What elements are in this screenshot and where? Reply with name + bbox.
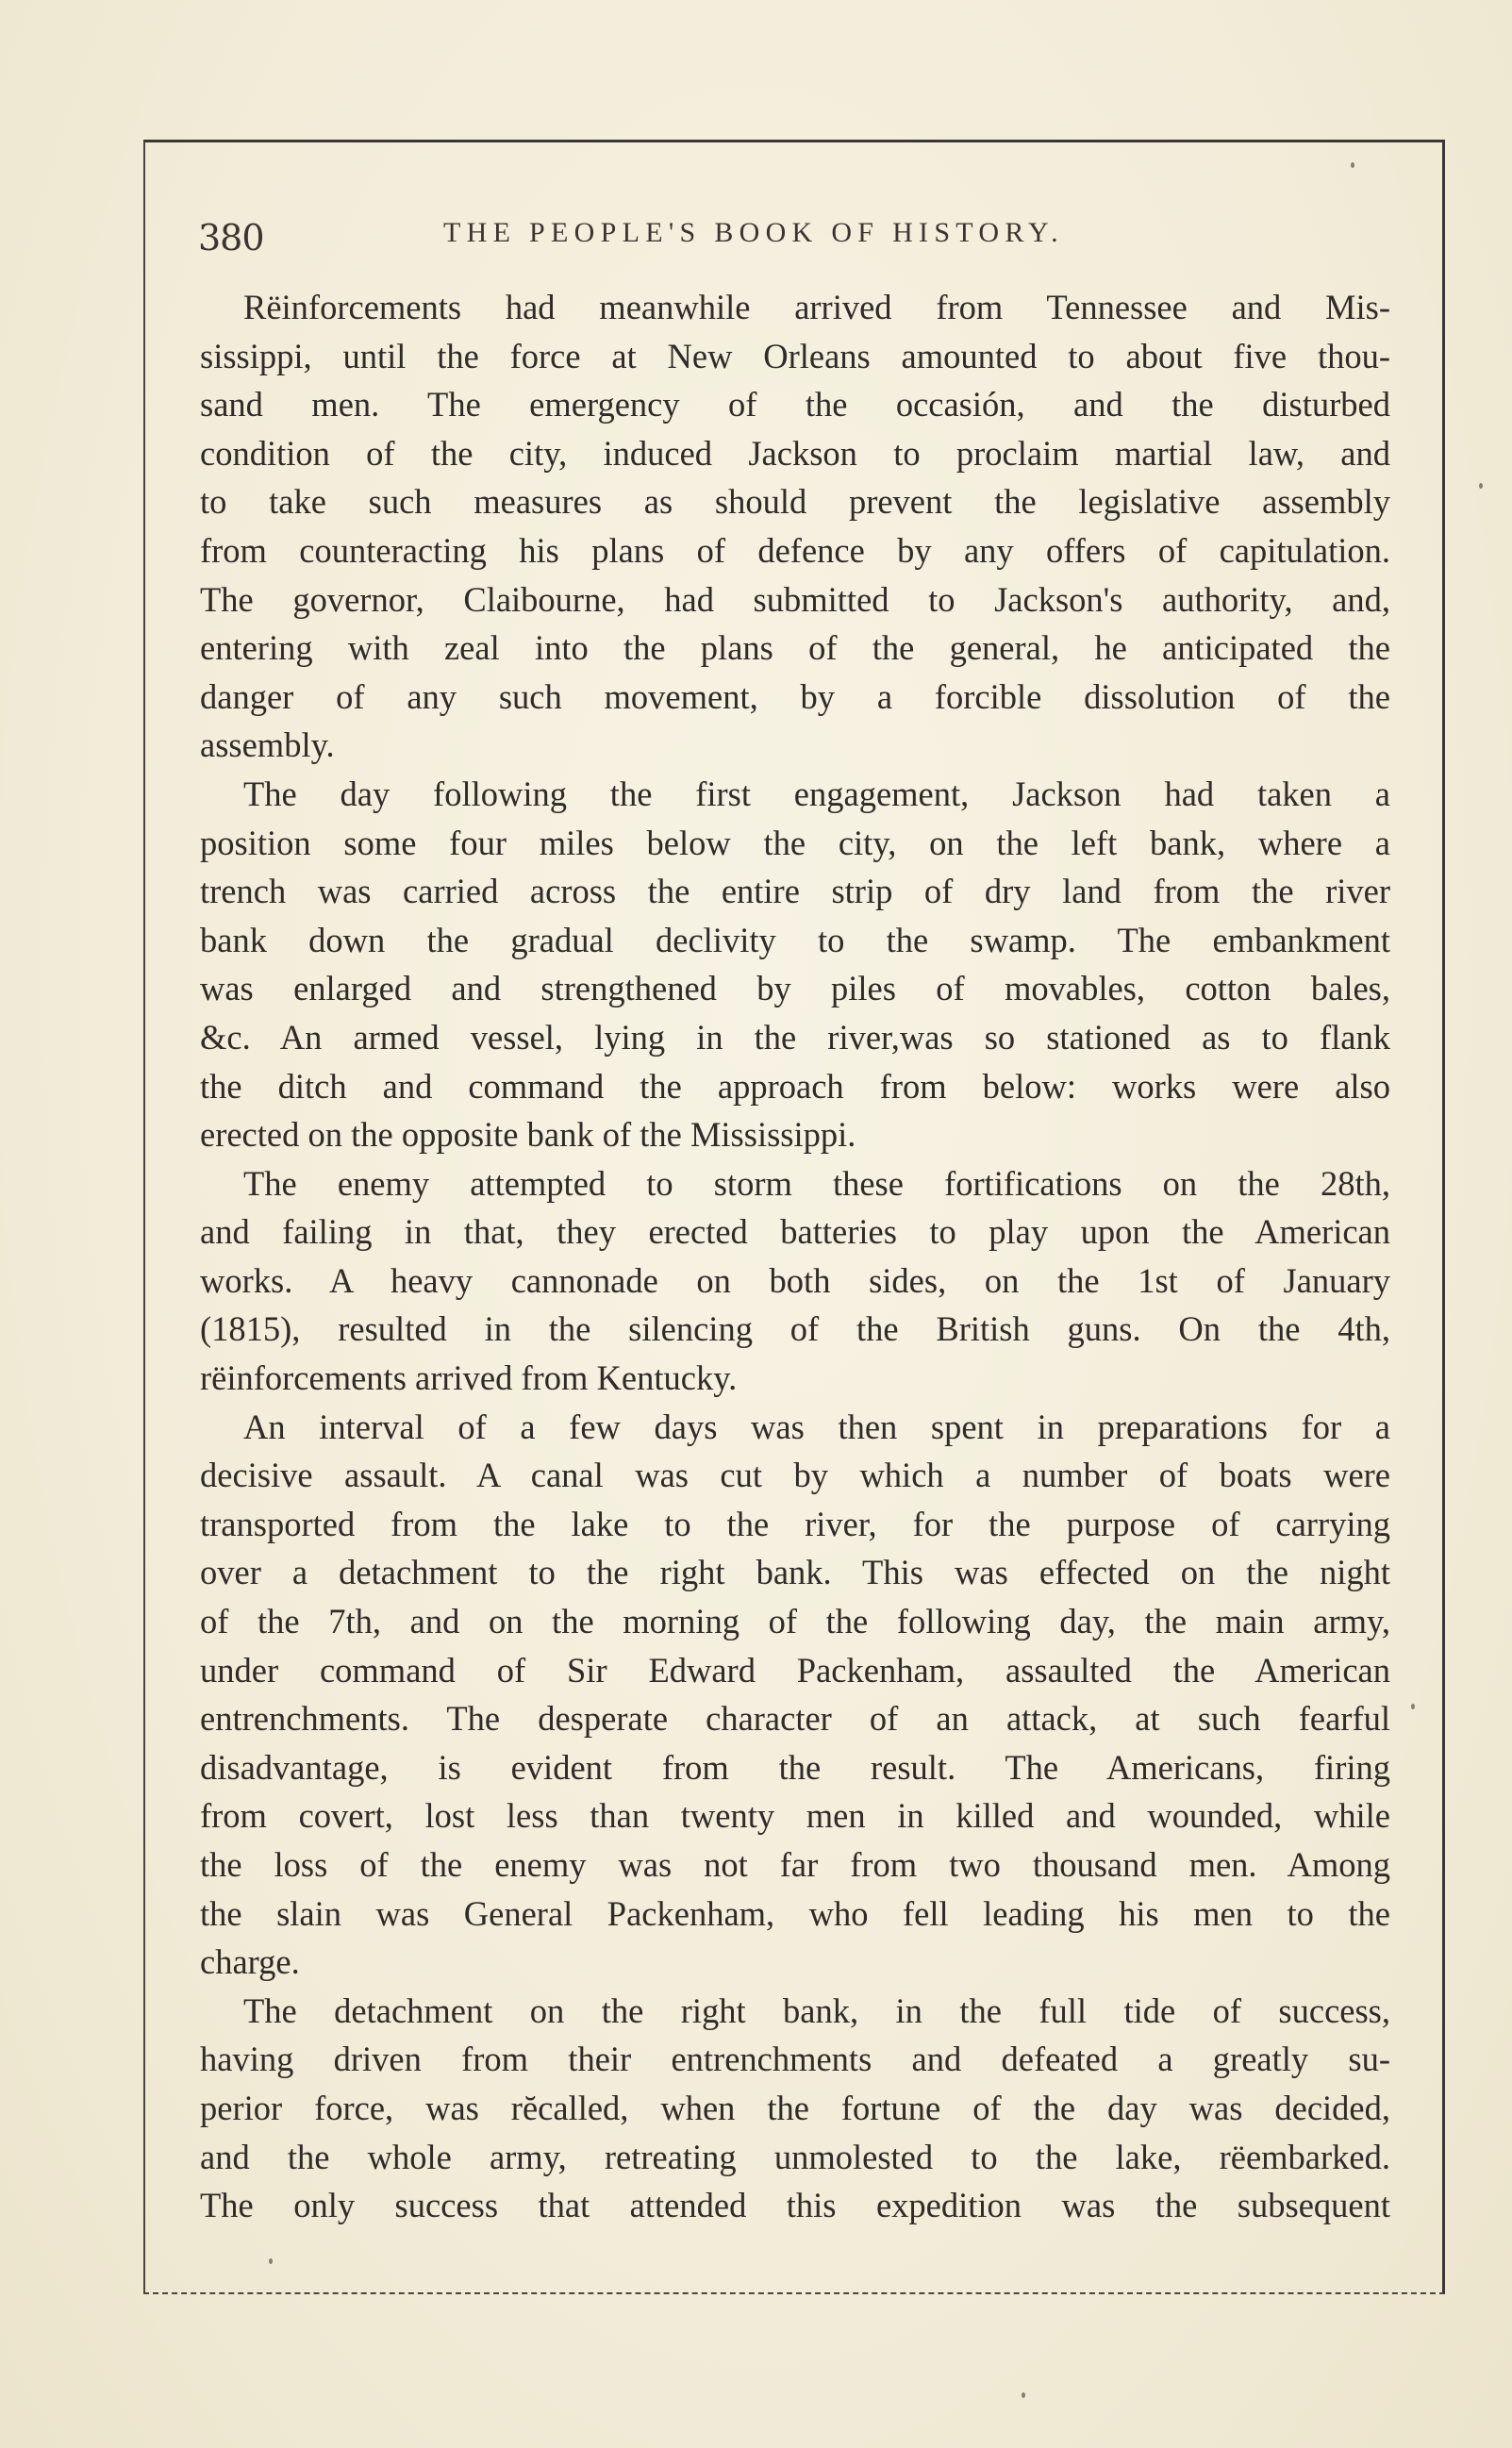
text-line: assembly. (200, 725, 335, 765)
text-line: from covert, lost less than twenty men in killed and wounded, while (200, 1796, 1390, 1836)
text-line: entrenchments. The desperate character of an attack, at such fearful (200, 1699, 1390, 1739)
text-line: disadvantage, is evident from the result. The Americans, firing (200, 1747, 1390, 1787)
text-line: over a detachment to the right bank. This was effected on the night (200, 1553, 1390, 1592)
paper-speck (1479, 483, 1483, 489)
text-line: The day following the first engagement, Jackson had taken a (243, 774, 1390, 813)
text-line: The governor, Claibourne, had submitted to Jackson's authority, and, (200, 579, 1390, 619)
text-line: condition of the city, induced Jackson to proclaim martial law, and (200, 433, 1390, 473)
text-line: An interval of a few days was then spent in preparations for a (243, 1407, 1390, 1446)
text-line: perior force, was rĕcalled, when the fortune of the day was decided, (200, 2088, 1390, 2127)
page-number: 380 (198, 217, 264, 258)
text-line: charge. (200, 1942, 300, 1982)
text-line: The enemy attempted to storm these fortifications on the 28th, (243, 1163, 1390, 1203)
body-text (200, 283, 1390, 2230)
paragraph (200, 1403, 1390, 1987)
text-line: &c. An armed vessel, lying in the river,was so stationed as to flank (200, 1017, 1390, 1057)
text-line: decisive assault. A canal was cut by which a number of boats were (200, 1456, 1390, 1495)
text-line: the ditch and command the approach from below: works were also (200, 1066, 1390, 1106)
text-line: from counteracting his plans of defence by any offers of capitulation. (200, 530, 1390, 570)
text-line: having driven from their entrenchments and defeated a greatly su- (200, 2040, 1390, 2079)
paper-speck (269, 2258, 273, 2264)
text-line: and the whole army, retreating unmolested to the lake, rëembarked. (200, 2137, 1390, 2176)
text-line: of the 7th, and on the morning of the following day, the main army, (200, 1602, 1390, 1641)
text-line: The detachment on the right bank, in the full tide of success, (243, 1990, 1390, 2030)
running-head (198, 209, 1387, 257)
paragraph (200, 770, 1390, 1159)
text-line: to take such measures as should prevent the legislative assembly (200, 482, 1390, 522)
text-line: sissippi, until the force at New Orleans amounted to about five thou- (200, 336, 1390, 375)
text-line: rëinforcements arrived from Kentucky. (200, 1358, 738, 1398)
text-line: the loss of the enemy was not far from two thousand men. Among (200, 1845, 1390, 1884)
text-line: Rëinforcements had meanwhile arrived from Tennessee and Mis- (243, 288, 1390, 326)
text-line: bank down the gradual declivity to the swamp. The embankment (200, 920, 1390, 959)
text-line: was enlarged and strengthened by piles of movables, cotton bales, (200, 969, 1390, 1008)
text-line: position some four miles below the city, on the left bank, where a (200, 823, 1390, 862)
text-line: erected on the opposite bank of the Mississippi. (200, 1115, 856, 1155)
text-line: danger of any such movement, by a forcible dissolution of the (200, 676, 1390, 716)
paper-speck (1022, 2392, 1025, 2398)
text-line: The only success that attended this expedition was the subsequent (200, 2186, 1390, 2225)
text-line: under command of Sir Edward Packenham, assaulted the American (200, 1650, 1390, 1690)
paragraph (200, 1987, 1390, 2230)
text-line: and failing in that, they erected batteries to play upon the American (200, 1212, 1390, 1252)
paragraph (200, 283, 1390, 770)
text-line: trench was carried across the entire strip of dry land from the river (200, 872, 1390, 911)
running-title: THE PEOPLE'S BOOK OF HISTORY. (443, 217, 1064, 248)
text-line: works. A heavy cannonade on both sides, on the 1st of January (200, 1260, 1390, 1300)
paragraph (200, 1159, 1390, 1403)
paper-speck (1351, 162, 1354, 168)
text-line: transported from the lake to the river, for the purpose of carrying (200, 1504, 1390, 1543)
text-line: entering with zeal into the plans of the general, he anticipated the (200, 628, 1390, 668)
paper-speck (1411, 1704, 1415, 1709)
text-line: the slain was General Packenham, who fell leading his men to the (200, 1893, 1390, 1933)
text-line: (1815), resulted in the silencing of the British guns. On the 4th, (200, 1309, 1390, 1349)
text-line: sand men. The emergency of the occasión, and the disturbed (200, 385, 1390, 425)
